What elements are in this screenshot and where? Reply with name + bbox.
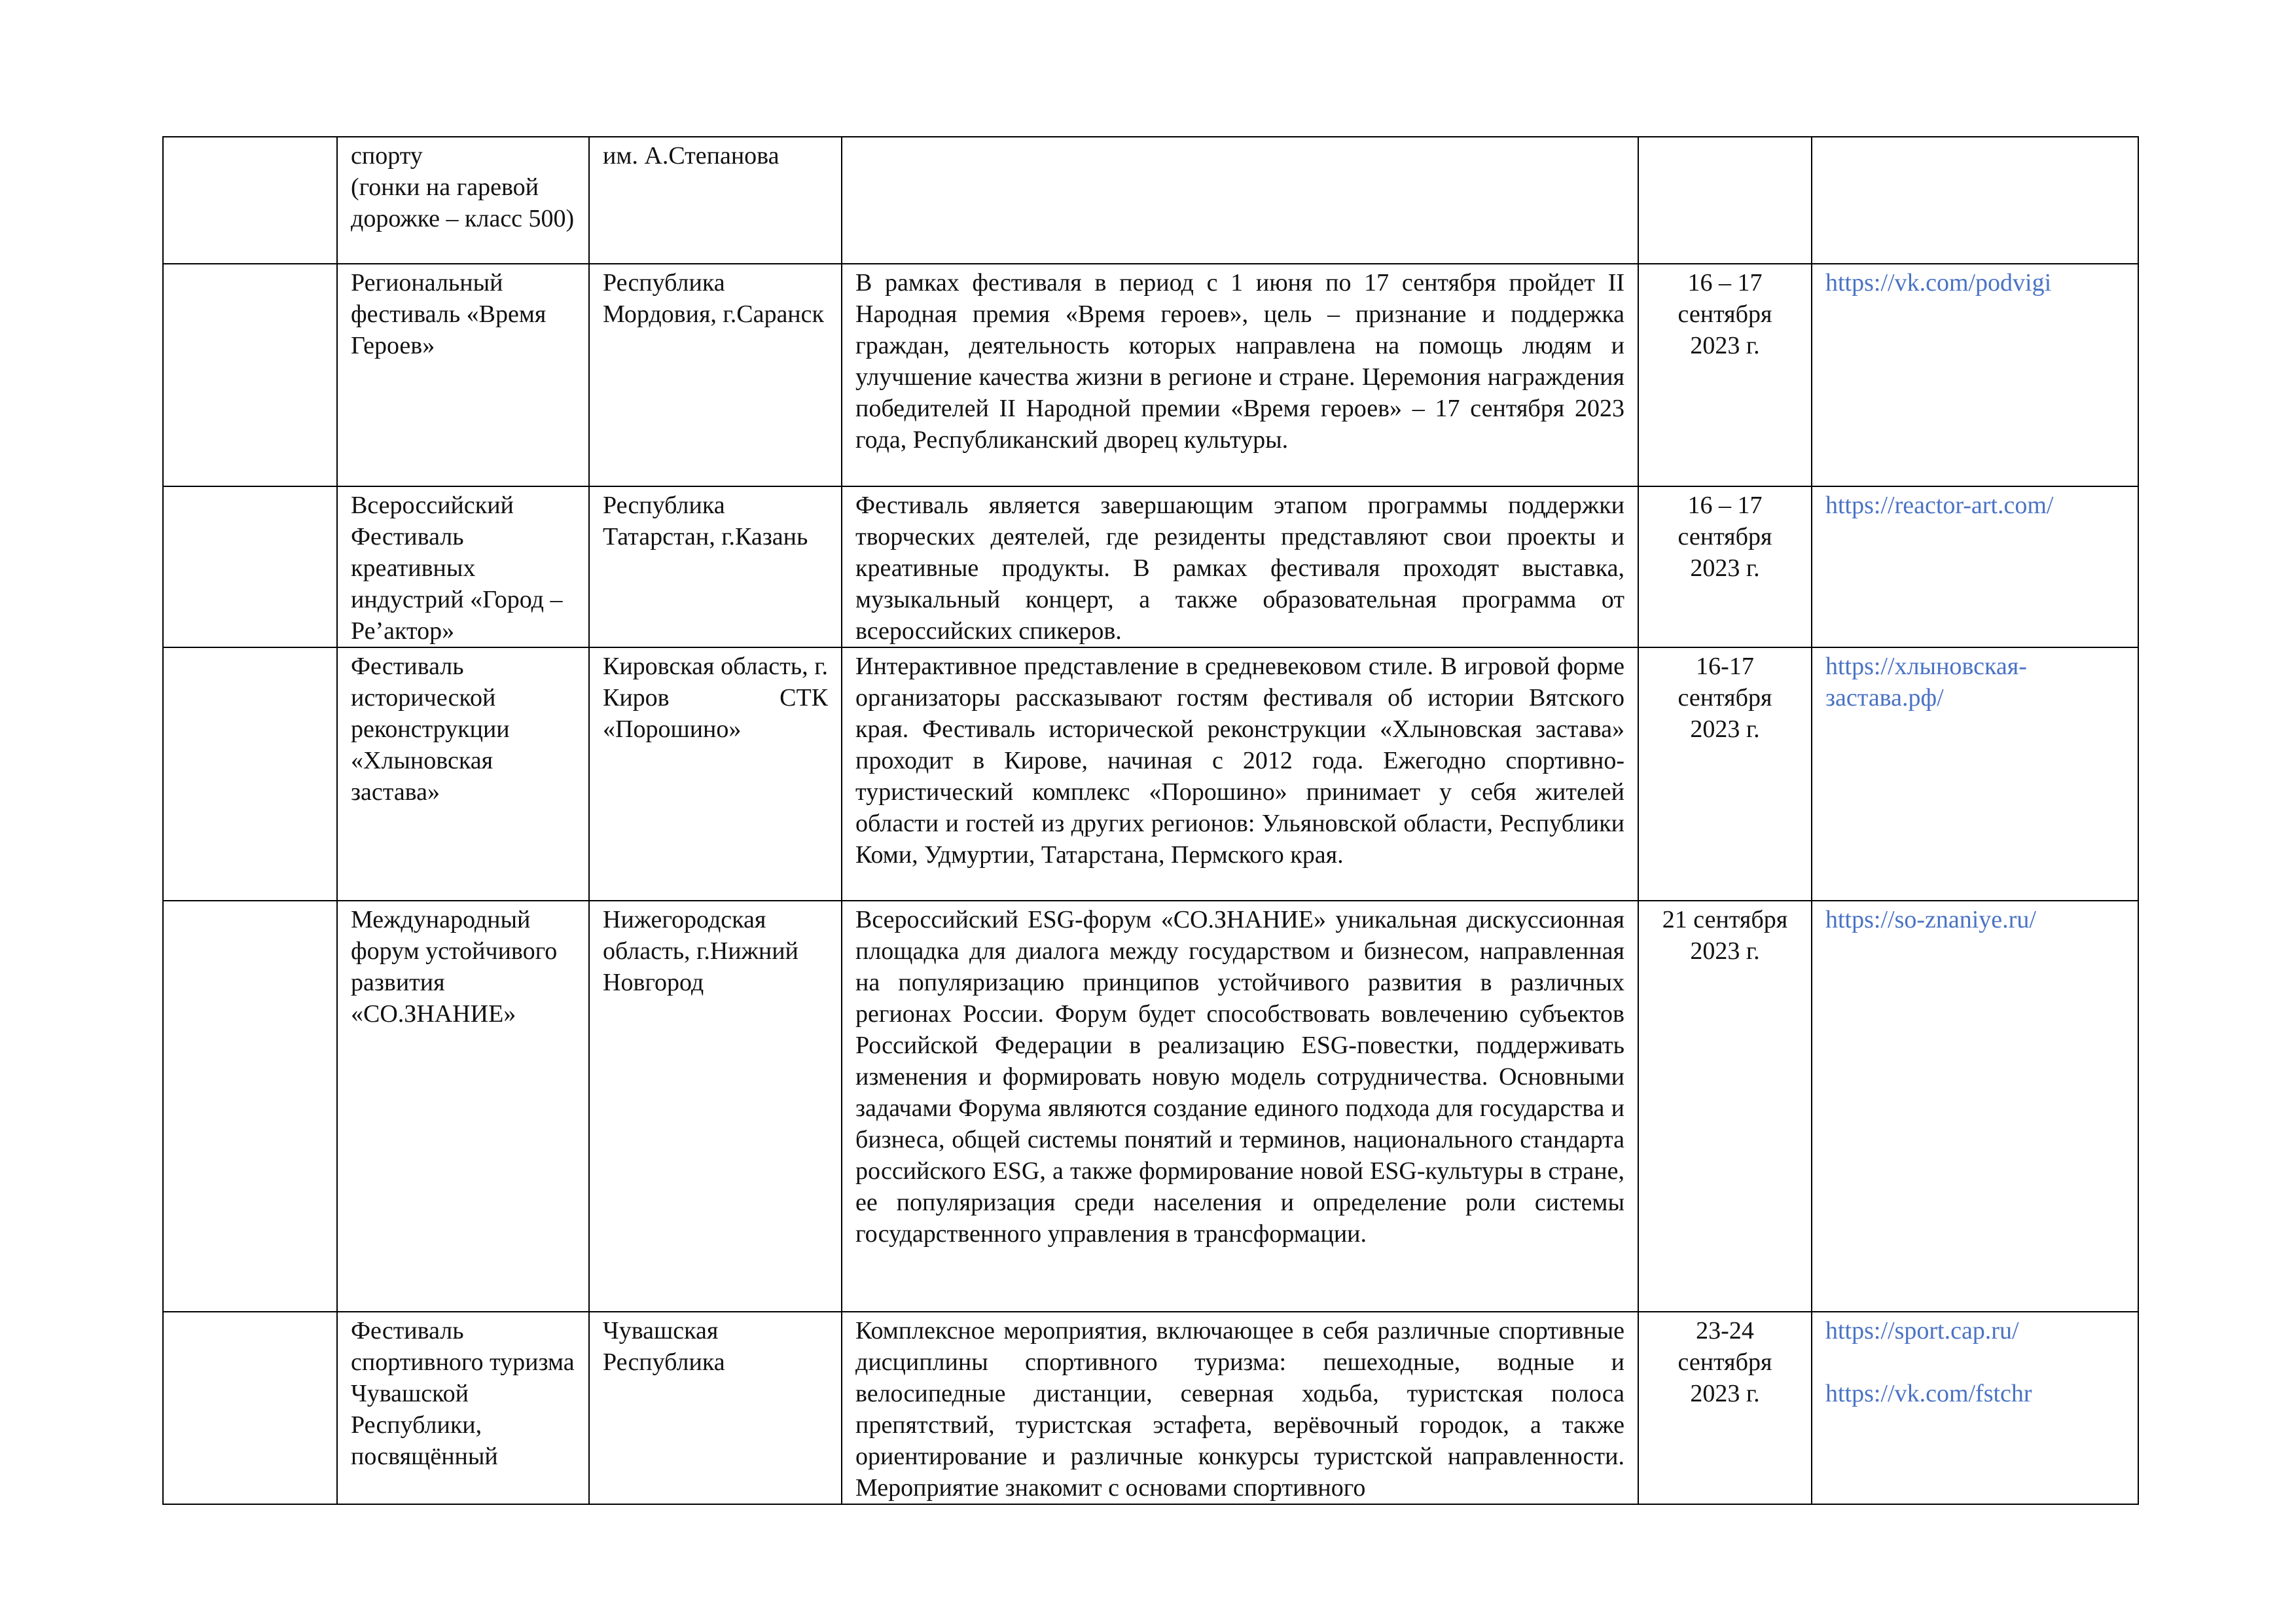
event-name: Международный форум устойчивого развития «СО.ЗНАНИЕ» — [351, 906, 558, 1028]
event-place: Чувашская Республика — [603, 1317, 725, 1376]
event-name-cell — [337, 647, 589, 901]
events-table — [162, 136, 2139, 1505]
event-dates: 16-17 сентября 2023 г. — [1677, 653, 1772, 743]
number-cell — [163, 901, 337, 1312]
event-name-cell — [337, 264, 589, 486]
event-place-cell — [589, 1312, 842, 1504]
table-row — [163, 1312, 2138, 1504]
event-dates-cell — [1638, 137, 1812, 264]
event-links-cell — [1812, 647, 2138, 901]
event-link[interactable]: https://so-znaniye.ru/ — [1825, 906, 2036, 933]
event-place-cell — [589, 647, 842, 901]
table-row — [163, 264, 2138, 486]
event-dates-cell — [1638, 1312, 1812, 1504]
table-row — [163, 486, 2138, 647]
event-place-cell — [589, 486, 842, 647]
event-place: им. А.Степанова — [603, 142, 780, 170]
event-name: Всероссийский Фестиваль креативных индустрий «Город – Ре’актор» — [351, 492, 563, 645]
event-dates: 16 – 17 сентября 2023 г. — [1677, 492, 1772, 582]
event-link[interactable]: https://хлыновская-застава.рф/ — [1825, 653, 2027, 712]
event-link[interactable]: https://vk.com/fstchr — [1825, 1380, 2032, 1407]
event-description: Интерактивное представление в средневековом стиле. В игровой форме организаторы рассказывают гостям фестиваля об истории Вятского края. Фестиваль исторической реконструкции «Хлыновская застава» проходит в Кирове, начиная с 2012 года. Ежегодно спортивно-туристический комплекс «Порошино» принимает у себя жителей области и гостей из других регионов: Ульяновской области, Республики Коми, Удмуртии, Татарстана, Пермского края. — [855, 653, 1624, 869]
number-cell — [163, 264, 337, 486]
event-dates: 16 – 17 сентября 2023 г. — [1677, 269, 1772, 359]
event-name-cell — [337, 901, 589, 1312]
number-cell — [163, 1312, 337, 1504]
event-links-cell — [1812, 264, 2138, 486]
event-place: Республика Татарстан, г.Казань — [603, 492, 808, 550]
event-link[interactable]: https://sport.cap.ru/ — [1825, 1317, 2019, 1344]
event-dates-cell — [1638, 486, 1812, 647]
number-cell — [163, 486, 337, 647]
number-cell — [163, 137, 337, 264]
link-spacer — [1825, 1346, 2125, 1378]
event-links-cell — [1812, 901, 2138, 1312]
event-place-cell — [589, 901, 842, 1312]
event-dates-cell — [1638, 264, 1812, 486]
event-name: Фестиваль спортивного туризма Чувашской Республики, посвящённый — [351, 1317, 575, 1470]
event-description-cell — [842, 1312, 1638, 1504]
event-description: Комплексное мероприятия, включающее в себя различные спортивные дисциплины спортивного туризма: пешеходные, водные и велосипедные дистанции, северная ходьба, туристская полоса препятствий, туристская эстафета, верёвочный городок, а также ориентирование и различные конкурсы туристской направленности. Мероприятие знакомит с основами спортивного — [855, 1317, 1624, 1502]
event-description-cell — [842, 901, 1638, 1312]
event-description: Всероссийский ESG-форум «СО.ЗНАНИЕ» уникальная дискуссионная площадка для диалога между государством и бизнесом, направленная на популяризацию принципов устойчивого развития в различных регионах России. Форум будет способствовать вовлечению субъектов Российской Федерации в реализацию ESG-повестки, поддерживать изменения и формировать новую модель сотрудничества. Основными задачами Форума являются создание единого подхода для государства и бизнеса, общей системы понятий и терминов, национального стандарта российского ESG, а также формирование новой ESG-культуры в стране, ее популяризация среди населения и определение роли системы государственного управления в трансформации. — [855, 906, 1624, 1248]
event-place: Кировская область, г. Киров СТК «Порошино» — [603, 653, 828, 743]
event-place: Республика Мордовия, г.Саранск — [603, 269, 824, 328]
event-name: Фестиваль исторической реконструкции «Хлыновская застава» — [351, 653, 510, 806]
event-links-cell — [1812, 137, 2138, 264]
event-name-cell — [337, 1312, 589, 1504]
event-link[interactable]: https://reactor-art.com/ — [1825, 492, 2054, 519]
event-name-cell — [337, 137, 589, 264]
event-dates-cell — [1638, 901, 1812, 1312]
event-links-cell — [1812, 1312, 2138, 1504]
event-link[interactable]: https://vk.com/podvigi — [1825, 269, 2052, 297]
event-description-cell — [842, 264, 1638, 486]
event-name: спорту (гонки на гаревой дорожке – класс 500) — [351, 142, 575, 232]
event-place-cell — [589, 137, 842, 264]
event-links-cell — [1812, 486, 2138, 647]
event-description-cell — [842, 137, 1638, 264]
event-description: В рамках фестиваля в период с 1 июня по 17 сентября пройдет II Народная премия «Время героев», цель – признание и поддержка граждан, деятельность которых направлена на помощь людям и улучшение качества жизни в регионе и стране. Церемония награждения победителей II Народной премии «Время героев» – 17 сентября 2023 года, Республиканский дворец культуры. — [855, 269, 1624, 454]
event-name: Региональный фестиваль «Время Героев» — [351, 269, 547, 359]
event-name-cell — [337, 486, 589, 647]
event-description-cell — [842, 647, 1638, 901]
number-cell — [163, 647, 337, 901]
table-row — [163, 901, 2138, 1312]
event-dates: 21 сентября 2023 г. — [1662, 906, 1788, 965]
event-description: Фестиваль является завершающим этапом программы поддержки творческих деятелей, где резиденты представляют свои проекты и креативные продукты. В рамках фестиваля проходят выставка, музыкальный концерт, а также образовательная программа от всероссийских спикеров. — [855, 492, 1624, 645]
event-description-cell — [842, 486, 1638, 647]
table-row — [163, 647, 2138, 901]
table-row — [163, 137, 2138, 264]
event-dates: 23-24 сентября 2023 г. — [1677, 1317, 1772, 1407]
event-place: Нижегородская область, г.Нижний Новгород — [603, 906, 798, 996]
event-dates-cell — [1638, 647, 1812, 901]
event-place-cell — [589, 264, 842, 486]
